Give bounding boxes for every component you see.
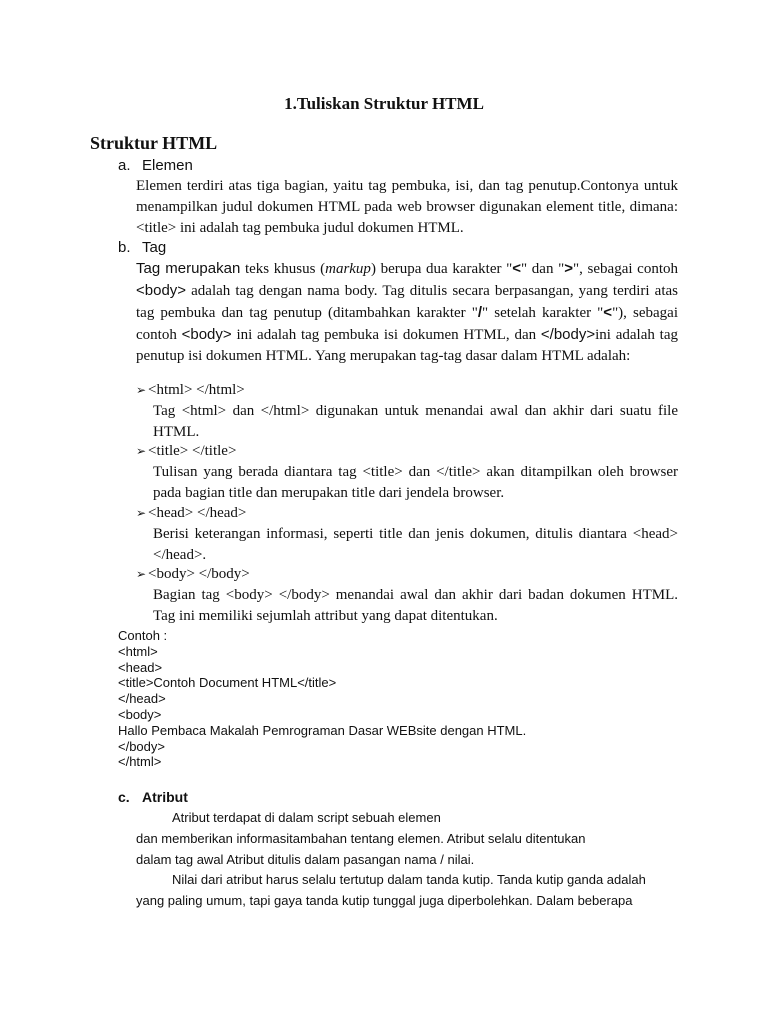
code-char: / [477, 304, 483, 321]
bullet-description: Berisi keterangan informasi, seperti title dan jenis dokumen, ditulis diantara <head> </head>. [153, 526, 678, 563]
code-tag: <body> [136, 282, 187, 299]
code-line: <html> [118, 643, 158, 659]
text-run: ) berupa dua karakter " [370, 261, 513, 277]
subheading-letter: c. [118, 789, 130, 805]
section-title: Struktur HTML [90, 133, 218, 153]
atribut-line: yang paling umum, tapi gaya tanda kutip tunggal juga diperbolehkan. Dalam beberapa [136, 893, 633, 908]
bullet-description: Tag <html> dan </html> digunakan untuk menandai awal dan akhir dari suatu file HTML. [153, 403, 678, 440]
markup-term: markup [325, 261, 371, 277]
subheading-tag [118, 239, 166, 256]
text-run: " setelah karakter " [482, 305, 604, 321]
atribut-line: Atribut terdapat di dalam script sebuah elemen [172, 810, 441, 825]
subheading-text: Tag [142, 239, 167, 256]
bullet-heading [136, 503, 246, 524]
code-tag: </body> [540, 326, 596, 343]
bullet-heading-text: <body> </body> [148, 566, 250, 582]
arrow-bullet-icon: ➢ [136, 506, 147, 520]
bullet-heading [136, 380, 245, 401]
arrow-bullet-icon: ➢ [136, 567, 147, 581]
code-line: <body> [118, 706, 162, 722]
arrow-bullet-icon: ➢ [136, 383, 147, 397]
text-run: adalah tag dengan nama body. Tag ditulis secara berpasangan, yang terdiri atas tag pembuka dan tag penutup (ditambahkan karakter " [136, 283, 678, 321]
code-line: </body> [118, 738, 165, 754]
text-run: teks khusus ( [240, 261, 326, 277]
atribut-line: dalam tag awal Atribut ditulis dalam pasangan nama / nilai. [136, 852, 475, 867]
subheading-text: Atribut [142, 789, 188, 805]
bullet-heading-text: <title> </title> [148, 443, 237, 459]
tag-term: Tag merupakan [136, 260, 241, 277]
code-line: Contoh : [118, 628, 168, 643]
arrow-bullet-icon: ➢ [136, 444, 147, 458]
bullet-heading-text: <html> </html> [148, 382, 245, 398]
code-tag: <body> [181, 326, 232, 343]
bullet-description: Tulisan yang berada diantara tag <title> dan </title> akan ditampilkan oleh browser pada bagian title dan merupakan title dari jendela browser. [153, 464, 678, 501]
code-char: > [564, 260, 574, 277]
bullet-heading [136, 564, 250, 585]
code-line: </head> [118, 691, 166, 707]
code-line: </html> [118, 754, 162, 770]
atribut-line: dan memberikan informasitambahan tentang elemen. Atribut selalu ditentukan [136, 831, 586, 846]
tag-paragraph [136, 258, 678, 367]
code-line: <head> [118, 659, 163, 675]
code-char: < [512, 260, 522, 277]
code-char: < [603, 304, 613, 321]
bullet-description: Bagian tag <body> </body> menandai awal dan akhir dari badan dokumen HTML. Tag ini memiliki sejumlah attribut yang dapat ditentukan. [153, 587, 678, 624]
text-run: ", sebagai contoh [573, 261, 678, 277]
subheading-atribut [118, 789, 188, 805]
text-run: " dan " [521, 261, 565, 277]
text-run: "), sebagai contoh [136, 305, 678, 343]
subheading-text: Elemen [142, 157, 193, 174]
bullet-heading-text: <head> </head> [148, 505, 247, 521]
text-run: ini adalah tag penutup isi dokumen HTML. Yang merupakan tag-tag dasar dalam HTML adalah: [136, 327, 678, 364]
code-line: <title>Contoh Document HTML</title> [118, 675, 337, 691]
atribut-line: Nilai dari atribut harus selalu tertutup dalam tanda kutip. Tanda kutip ganda adalah [172, 872, 646, 887]
elemen-paragraph: Elemen terdiri atas tiga bagian, yaitu tag pembuka, isi, dan tag penutup.Contonya untuk menampilkan judul dokumen HTML pada web browser digunakan element title, dimana: <title> ini adalah tag pembuka judul dokumen HTML. [136, 178, 678, 236]
main-title: 1.Tuliskan Struktur HTML [284, 94, 484, 113]
code-example [118, 628, 526, 770]
code-line: Hallo Pembaca Makalah Pemrograman Dasar WEBsite dengan HTML. [118, 722, 527, 738]
bullet-heading [136, 441, 236, 462]
subheading-elemen [118, 157, 193, 174]
subheading-letter: a. [118, 157, 131, 174]
text-run: ini adalah tag pembuka isi dokumen HTML, dan [231, 327, 541, 343]
subheading-letter: b. [118, 239, 131, 256]
